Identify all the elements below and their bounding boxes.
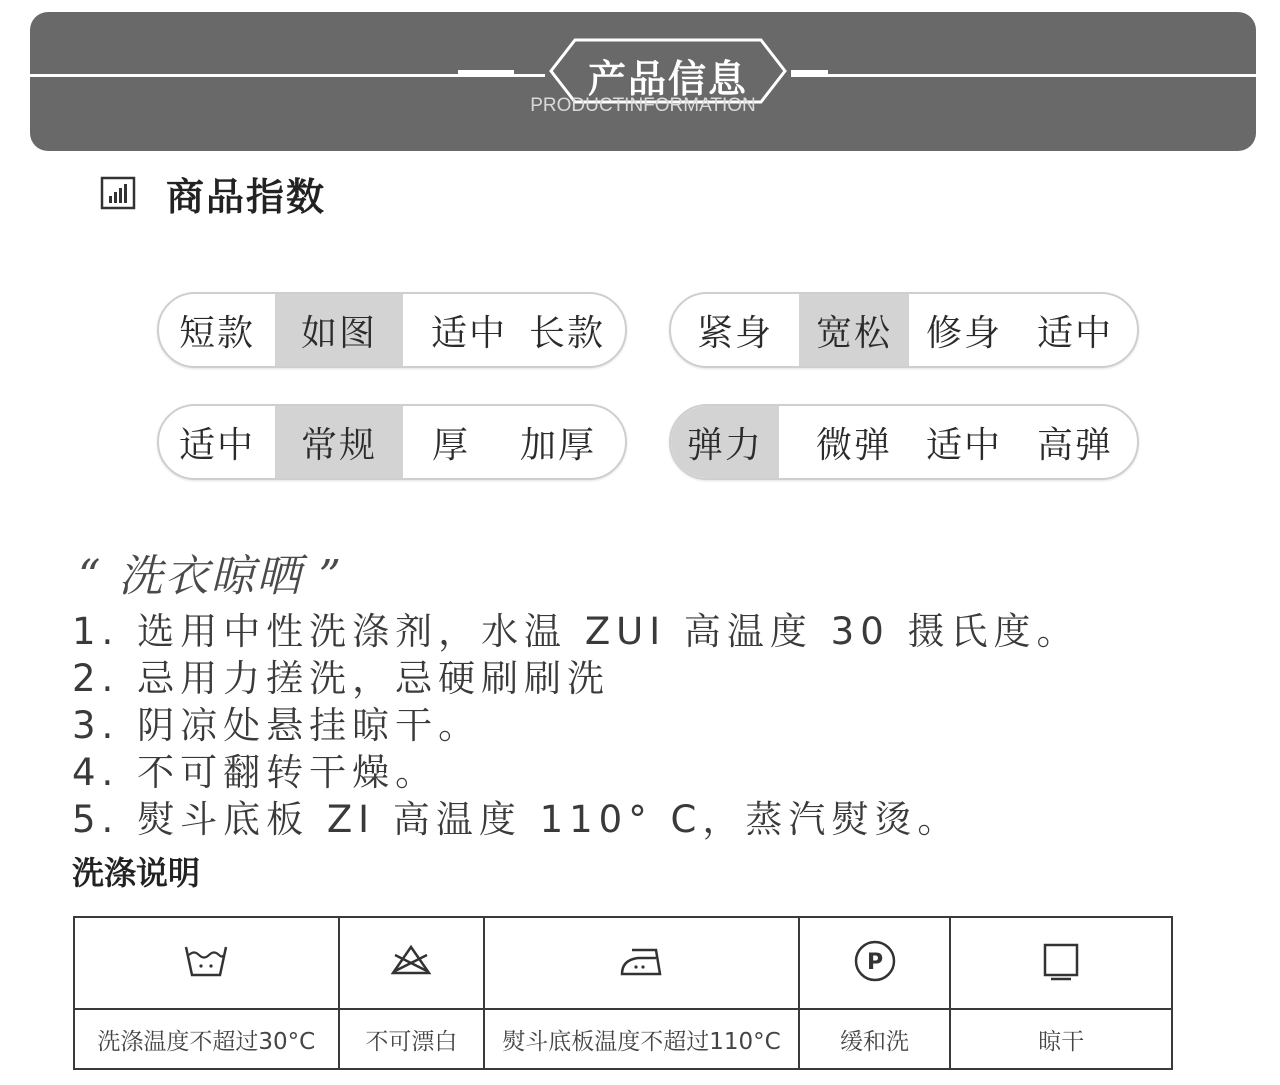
bar-chart-icon [100,176,136,210]
iron-icon [618,944,664,978]
elasticity-index-pill [669,404,1139,480]
no-bleach-icon [389,943,433,979]
care-title: 洗涤说明 [72,854,201,892]
washing-instruction-item: 1. 选用中性洗涤剂，水温 ZUI 高温度 30 摄氏度。 [72,610,1080,653]
thickness-option-extra-thick: 加厚 [519,424,596,466]
washing-title: “ 洗衣晾晒 ” [78,551,343,602]
wash-tub-30-icon [183,943,229,979]
fit-option-slim: 修身 [925,312,1002,354]
care-icon-cell [339,917,485,1009]
elasticity-option-slight: 微弹 [815,424,892,466]
care-label-line-dry: 晾干 [950,1009,1172,1069]
thickness-index-pill [157,404,627,480]
care-labels-row [74,1009,1172,1069]
care-label-gentle-wash: 缓和洗 [799,1009,951,1069]
length-option-medium: 适中 [430,312,507,354]
section-heading [100,168,326,218]
fit-option-loose: 宽松 [799,294,909,366]
thickness-option-thick: 厚 [431,424,470,466]
care-icon-cell [74,917,339,1009]
length-option-as-shown: 如图 [275,294,403,366]
length-option-short: 短款 [178,312,255,354]
length-option-long: 长款 [528,312,605,354]
care-label-wash-temp: 洗涤温度不超过30°C [74,1009,339,1069]
product-info-banner [30,12,1256,151]
fit-option-medium: 适中 [1036,312,1113,354]
elasticity-option-high: 高弹 [1036,424,1113,466]
section-title: 商品指数 [166,174,327,219]
fit-index-pill [669,292,1139,368]
care-icons-row [74,917,1172,1009]
banner-subtitle: PRODUCTINFORMATION [530,95,756,116]
elasticity-option-stretch: 弹力 [671,406,779,478]
washing-instruction-item: 4. 不可翻转干燥。 [72,751,439,794]
fit-option-tight: 紧身 [696,312,773,354]
dry-clean-p-icon [852,938,898,984]
washing-instruction-item: 3. 阴凉处悬挂晾干。 [72,704,482,747]
care-icon-cell [950,917,1172,1009]
care-symbols-table [73,916,1173,1070]
banner-title: 产品信息 [587,57,748,101]
washing-instruction-list [72,608,1080,843]
washing-instruction-item: 5. 熨斗底板 ZI 高温度 110° C，蒸汽熨烫。 [72,798,961,841]
elasticity-option-medium: 适中 [925,424,1002,466]
svg-text:P: P [866,950,883,975]
length-index-pill [157,292,627,368]
care-icon-cell [799,917,951,1009]
washing-instruction-item: 2. 忌用力搓洗，忌硬刷刷洗 [72,657,611,700]
care-label-no-bleach: 不可漂白 [339,1009,485,1069]
thickness-option-regular: 常规 [275,406,403,478]
line-dry-icon [1041,941,1081,981]
thickness-option-medium: 适中 [178,424,255,466]
care-icon-cell [484,917,798,1009]
care-label-iron-temp: 熨斗底板温度不超过110°C [484,1009,798,1069]
banner-dash-left [458,70,514,74]
